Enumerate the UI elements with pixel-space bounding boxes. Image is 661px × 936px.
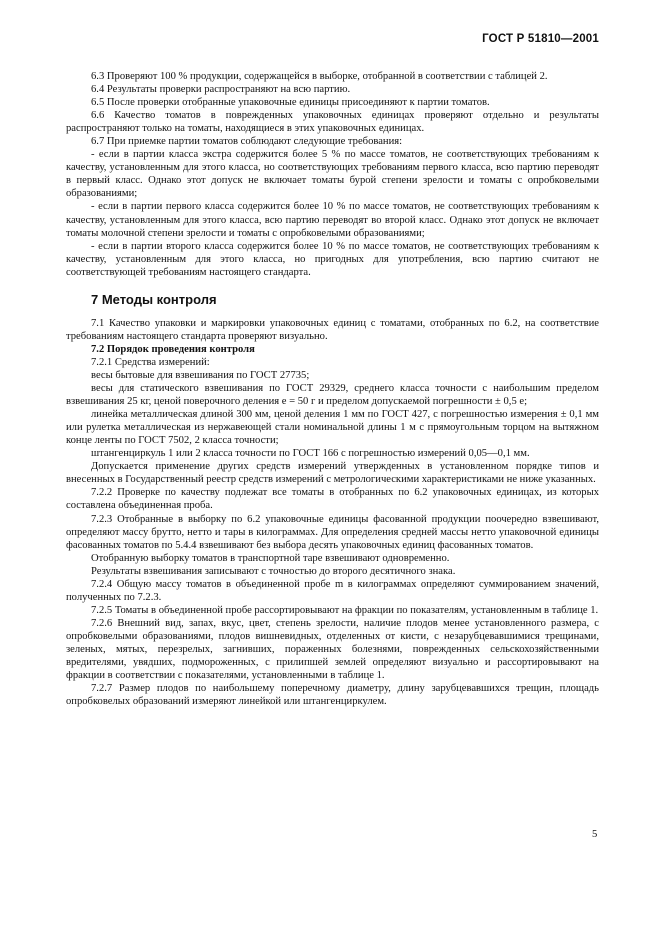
paragraph: 7.2.5 Томаты в объединенной пробе рассортировывают на фракции по показателям, установленным в таблице 1. bbox=[91, 604, 599, 616]
list-item: - если в партии второго класса содержится более 10 % по массе томатов, не соответствующих требованиям к качеству, установленным для этого класса, но пригодных для употребления, всю партию считают не соответствующей требованиям настоящего стандарта. bbox=[66, 240, 599, 278]
paragraph: 7.2.4 Общую массу томатов в объединенной пробе m в килограммах определяют суммированием значений, полученных по 7.2.3. bbox=[66, 578, 599, 603]
list-item: - если в партии класса экстра содержится более 5 % по массе томатов, не соответствующих требованиям к качеству, установленным для этого класса, но соответствующих требованиям первого класса, всю партию переводят в первый класс. Однако этот допуск не включает томаты бурой степени зрелости и томаты с опробковелыми образованиями; bbox=[66, 149, 599, 200]
list-item: - если в партии первого класса содержится более 10 % по массе томатов, не соответствующих требованиям к качеству, установленным для этого класса, всю партию переводят во второй класс. Однако этот допуск не включает томаты молочной степени зрелости и томаты с опробковелыми образованиями; bbox=[66, 201, 599, 239]
paragraph: Отобранную выборку томатов в транспортной таре взвешивают одновременно. bbox=[91, 552, 450, 564]
paragraph: 7.2.3 Отобранные в выборку по 6.2 упаковочные единицы фасованной продукции поочередно взвешивают, определяют массу брутто, нетто и тары в килограммах. Для определения средней массы нетто упаковочной единицы фасованных томатов по 5.4.4 взвешивают без выбора десять упаковочных единиц фасованных томатов. bbox=[66, 513, 599, 551]
paragraph: 7.2.2 Проверке по качеству подлежат все томаты в отобранных по 6.2 упаковочных единицах, из которых составлена объединенная проба. bbox=[66, 487, 599, 512]
page-number: 5 bbox=[592, 829, 598, 840]
paragraph: Допускается применение других средств измерений утвержденных в установленном порядке типов и внесенных в Государственный реестр средств измерений с метрологическими характеристиками не ниже указанных. bbox=[66, 461, 599, 486]
subsection-heading: 7.2 Порядок проведения контроля bbox=[91, 343, 255, 355]
paragraph: 7.1 Качество упаковки и маркировки упаковочных единиц с томатами, отобранных по 6.2, на соответствие требованиям настоящего стандарта проверяют визуально. bbox=[66, 317, 599, 342]
section-heading: 7 Методы контроля bbox=[91, 291, 217, 307]
paragraph: 7.2.6 Внешний вид, запах, вкус, цвет, степень зрелости, наличие плодов менее установленного размера, с опробковелыми образованиями, плодов вишневидных, отделенных от кисти, с незарубцевавшимися трещинами, зеленых, мятых, перезрелых, загнивших, пораженных болезнями, поврежденных сельскохозяйственными вредителями, увядших, подмороженных, с прилипшей землей определяют визуально и рассортировывают на фракции в соответствии с показателями, установленными в таблице 1. bbox=[66, 617, 599, 682]
paragraph: Результаты взвешивания записывают с точностью до второго десятичного знака. bbox=[91, 565, 456, 577]
document-body bbox=[66, 70, 599, 708]
paragraph: весы для статического взвешивания по ГОСТ 29329, среднего класса точности с наибольшим пределом взвешивания 25 кг, ценой поверочного деления e = 50 г и пределом допускаемой погрешности ± 0,5 e; bbox=[66, 383, 599, 408]
paragraph: 6.3 Проверяют 100 % продукции, содержащейся в выборке, отобранной в соответствии с таблицей 2. bbox=[91, 71, 548, 82]
paragraph: 7.2.1 Средства измерений: bbox=[91, 356, 210, 368]
paragraph: весы бытовые для взвешивания по ГОСТ 27735; bbox=[91, 369, 310, 381]
paragraph: штангенциркуль 1 или 2 класса точности по ГОСТ 166 с погрешностью измерений 0,05—0,1 мм. bbox=[91, 448, 530, 460]
paragraph: 7.2.7 Размер плодов по наибольшему поперечному диаметру, длину зарубцевавшихся трещин, площадь опробковелых образований измеряют линейкой или штангенциркулем. bbox=[66, 683, 599, 708]
paragraph: 6.5 После проверки отобранные упаковочные единицы присоединяют к партии томатов. bbox=[91, 97, 490, 109]
paragraph: 6.7 При приемке партии томатов соблюдают следующие требования: bbox=[91, 136, 403, 148]
document-code-header: ГОСТ Р 51810—2001 bbox=[482, 33, 599, 45]
paragraph: линейка металлическая длиной 300 мм, ценой деления 1 мм по ГОСТ 427, с погрешностью измерения ± 0,1 мм или рулетка металлическая из нержавеющей стали номинальной длины 1 м с прямоугольным торцом на вытяжном конце ленты по ГОСТ 7502, 2 класса точности; bbox=[66, 409, 599, 447]
paragraph: 6.6 Качество томатов в поврежденных упаковочных единицах проверяют отдельно и результаты распространяют только на томаты, находящиеся в этих упаковочных единицах. bbox=[66, 110, 599, 135]
paragraph: 6.4 Результаты проверки распространяют на всю партию. bbox=[91, 84, 351, 96]
